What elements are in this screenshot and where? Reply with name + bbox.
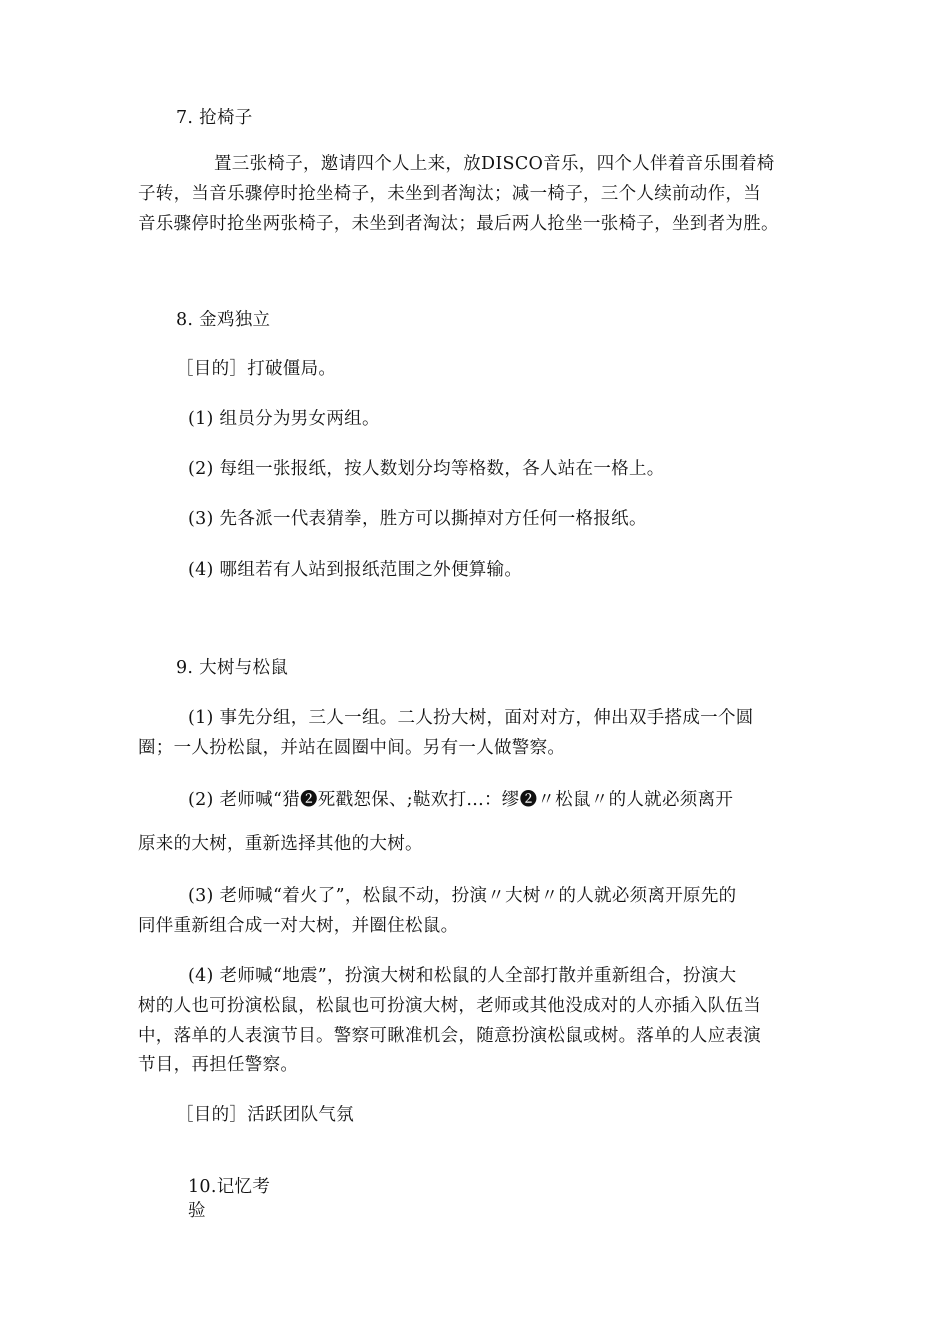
- section-8-heading: 8. 金鸡独立: [176, 310, 271, 330]
- section-7-heading: 7. 抢椅子: [176, 108, 253, 128]
- section-9-step-3-line-2: 同伴重新组合成一对大树，并圈住松鼠。: [138, 916, 459, 936]
- section-9-step-3-line-1: (3) 老师喊“着火了”，松鼠不动，扮演〃大树〃的人就必须离开原先的: [188, 886, 737, 906]
- section-9-step-4-line-3: 中，落单的人表演节目。警察可瞅准机会，随意扮演松鼠或树。落单的人应表演: [138, 1026, 761, 1046]
- section-7-body-line-2: 子转，当音乐骤停时抢坐椅子，未坐到者淘汰；减一椅子，三个人续前动作，当: [138, 184, 761, 204]
- section-9-step-2-line-1: (2) 老师喊“猎❷死戳恕保、;鞑欢打...：缪❷〃松鼠〃的人就必须离开: [188, 790, 734, 810]
- section-8-step-3: (3) 先各派一代表猜拳，胜方可以撕掉对方任何一格报纸。: [188, 509, 647, 529]
- section-7-body-line-1: 置三张椅子，邀请四个人上来，放DISCO音乐，四个人伴着音乐围着椅: [214, 154, 775, 174]
- section-8-step-2: (2) 每组一张报纸，按人数划分均等格数，各人站在一格上。: [188, 459, 665, 479]
- section-7-body-line-3: 音乐骤停时抢坐两张椅子，未坐到者淘汰；最后两人抢坐一张椅子，坐到者为胜。: [138, 214, 779, 234]
- section-9-step-1-line-1: (1) 事先分组，三人一组。二人扮大树，面对对方，伸出双手搭成一个圆: [188, 708, 754, 728]
- section-8-purpose: ［目的］打破僵局。: [176, 359, 337, 379]
- section-8-step-4: (4) 哪组若有人站到报纸范围之外便算输。: [188, 560, 523, 580]
- section-9-purpose: ［目的］活跃团队气氛: [176, 1105, 354, 1125]
- section-9-step-4-line-1: (4) 老师喊“地震”，扮演大树和松鼠的人全部打散并重新组合，扮演大: [188, 966, 737, 986]
- section-9-heading: 9. 大树与松鼠: [176, 658, 289, 678]
- section-9-step-4-line-2: 树的人也可扮演松鼠，松鼠也可扮演大树，老师或其他没成对的人亦插入队伍当: [138, 996, 761, 1016]
- section-9-step-2-line-2: 原来的大树，重新选择其他的大树。: [138, 834, 423, 854]
- section-9-step-1-line-2: 圈；一人扮松鼠，并站在圆圈中间。另有一人做警察。: [138, 738, 566, 758]
- section-10-heading-line-1: 10.记忆考: [188, 1177, 271, 1197]
- section-8-step-1: (1) 组员分为男女两组。: [188, 409, 380, 429]
- section-10-heading-line-2: 验: [188, 1201, 206, 1221]
- section-9-step-4-line-4: 节目，再担任警察。: [138, 1055, 299, 1075]
